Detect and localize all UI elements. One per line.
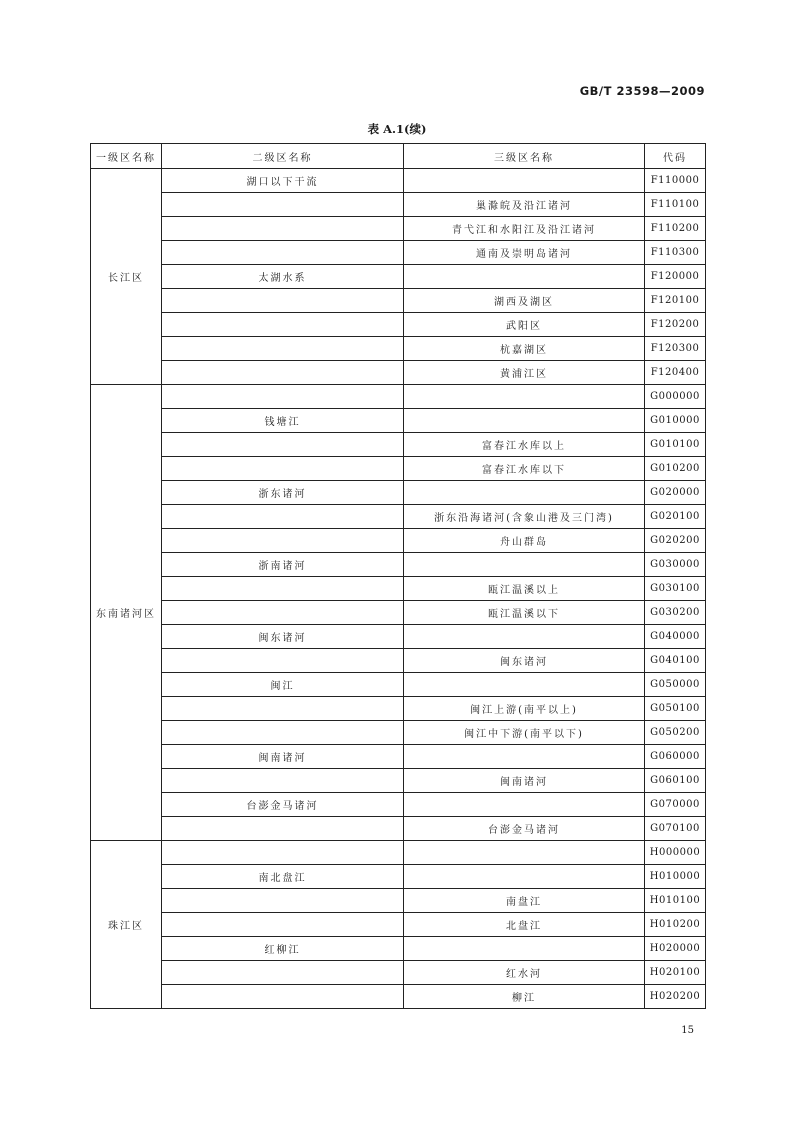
region-code-cell: F110100 [645,193,706,217]
table-row [91,433,706,457]
level2-region-cell [162,961,404,985]
region-code-cell: G010200 [645,457,706,481]
level3-region-cell [404,553,645,577]
level3-region-cell [404,385,645,409]
level2-region-cell [162,457,404,481]
level3-region-cell: 闽江上游(南平以上) [404,697,645,721]
region-code-cell: H010000 [645,865,706,889]
table-row [91,217,706,241]
region-code-cell: H020000 [645,937,706,961]
level2-region-cell: 浙东诸河 [162,481,404,505]
level3-region-cell: 闽南诸河 [404,769,645,793]
level2-region-cell: 湖口以下干流 [162,169,404,193]
page-number: 15 [681,1025,694,1036]
region-code-cell: H000000 [645,841,706,865]
table-row [91,577,706,601]
level3-region-cell: 瓯江温溪以下 [404,601,645,625]
table-row [91,337,706,361]
level2-region-cell [162,817,404,841]
level2-region-cell: 太湖水系 [162,265,404,289]
level3-region-cell: 闽东诸河 [404,649,645,673]
table-row [91,913,706,937]
level1-region-cell: 东南诸河区 [91,385,162,841]
level2-region-cell [162,649,404,673]
level2-region-cell [162,721,404,745]
table-row [91,313,706,337]
standard-code: GB/T 23598—2009 [579,84,705,98]
table-row [91,385,706,409]
table-row [91,553,706,577]
level3-region-cell [404,937,645,961]
level3-region-cell: 南盘江 [404,889,645,913]
level3-region-cell: 红水河 [404,961,645,985]
region-code-cell: F120400 [645,361,706,385]
level2-region-cell [162,769,404,793]
level3-region-cell: 青弋江和水阳江及沿江诸河 [404,217,645,241]
table-row [91,601,706,625]
table-row [91,841,706,865]
level2-region-cell: 台澎金马诸河 [162,793,404,817]
region-code-cell: G040100 [645,649,706,673]
level3-region-cell [404,265,645,289]
table-row [91,721,706,745]
level1-region-cell: 长江区 [91,169,162,385]
level3-region-cell [404,169,645,193]
level3-region-cell [404,841,645,865]
level2-region-cell [162,577,404,601]
table-row [91,649,706,673]
level2-region-cell: 红柳江 [162,937,404,961]
table-row [91,241,706,265]
level3-region-cell: 柳江 [404,985,645,1009]
level3-region-cell: 杭嘉湖区 [404,337,645,361]
level2-region-cell: 浙南诸河 [162,553,404,577]
region-code-cell: G030100 [645,577,706,601]
region-code-cell: G060100 [645,769,706,793]
region-code-cell: F120200 [645,313,706,337]
table-row [91,961,706,985]
level3-region-cell [404,793,645,817]
table-header-row [91,144,706,169]
table-row [91,817,706,841]
level2-region-cell [162,313,404,337]
region-code-cell: H020200 [645,985,706,1009]
column-header-level2: 二级区名称 [162,144,404,169]
level2-region-cell [162,385,404,409]
level2-region-cell: 闽江 [162,673,404,697]
column-header-code: 代码 [645,144,706,169]
table-row [91,697,706,721]
region-code-cell: G060000 [645,745,706,769]
region-code-cell: H010200 [645,913,706,937]
level2-region-cell [162,985,404,1009]
level2-region-cell [162,889,404,913]
level3-region-cell [404,481,645,505]
table-row [91,937,706,961]
table-row [91,505,706,529]
region-code-cell: G030200 [645,601,706,625]
level3-region-cell: 台澎金马诸河 [404,817,645,841]
level3-region-cell: 富春江水库以下 [404,457,645,481]
table-row [91,625,706,649]
level3-region-cell: 富春江水库以上 [404,433,645,457]
level2-region-cell: 闽南诸河 [162,745,404,769]
level2-region-cell: 南北盘江 [162,865,404,889]
table-row [91,193,706,217]
region-code-cell: G050200 [645,721,706,745]
level3-region-cell [404,865,645,889]
level2-region-cell [162,289,404,313]
table-row [91,865,706,889]
region-code-cell: G000000 [645,385,706,409]
level3-region-cell [404,673,645,697]
table-row [91,169,706,193]
level2-region-cell [162,505,404,529]
table-row [91,481,706,505]
level2-region-cell: 闽东诸河 [162,625,404,649]
region-code-cell: H010100 [645,889,706,913]
level2-region-cell [162,217,404,241]
table-row [91,409,706,433]
region-code-cell: F120300 [645,337,706,361]
region-code-cell: G030000 [645,553,706,577]
table-row [91,745,706,769]
region-code-cell: F110200 [645,217,706,241]
table-body [91,169,706,1009]
region-code-cell: G020100 [645,505,706,529]
level3-region-cell: 闽江中下游(南平以下) [404,721,645,745]
level2-region-cell: 钱塘江 [162,409,404,433]
table-row [91,529,706,553]
level3-region-cell: 浙东沿海诸河(含象山港及三门湾) [404,505,645,529]
region-code-cell: G020200 [645,529,706,553]
table-row [91,985,706,1009]
level2-region-cell [162,697,404,721]
region-code-cell: G070000 [645,793,706,817]
region-code-cell: F120000 [645,265,706,289]
table-row [91,889,706,913]
region-code-cell: G010000 [645,409,706,433]
level3-region-cell: 黄浦江区 [404,361,645,385]
table-row [91,361,706,385]
level2-region-cell [162,529,404,553]
level3-region-cell [404,409,645,433]
level2-region-cell [162,433,404,457]
level3-region-cell [404,745,645,769]
level3-region-cell [404,625,645,649]
region-code-cell: H020100 [645,961,706,985]
table-row [91,265,706,289]
table-row [91,793,706,817]
level2-region-cell [162,913,404,937]
region-code-table [90,143,706,1009]
column-header-level3: 三级区名称 [404,144,645,169]
level2-region-cell [162,193,404,217]
region-code-cell: G050000 [645,673,706,697]
level2-region-cell [162,241,404,265]
level3-region-cell: 湖西及湖区 [404,289,645,313]
level2-region-cell [162,601,404,625]
level3-region-cell: 舟山群岛 [404,529,645,553]
region-code-cell: G010100 [645,433,706,457]
region-code-cell: F120100 [645,289,706,313]
level3-region-cell: 武阳区 [404,313,645,337]
column-header-level1: 一级区名称 [91,144,162,169]
table-title: 表 A.1(续) [367,122,427,136]
table-row [91,289,706,313]
region-code-cell: F110300 [645,241,706,265]
level2-region-cell [162,337,404,361]
level2-region-cell [162,361,404,385]
table-row [91,457,706,481]
region-code-cell: G050100 [645,697,706,721]
table-row [91,673,706,697]
level3-region-cell: 瓯江温溪以上 [404,577,645,601]
region-code-cell: G040000 [645,625,706,649]
level2-region-cell [162,841,404,865]
level3-region-cell: 巢滁皖及沿江诸河 [404,193,645,217]
region-code-cell: F110000 [645,169,706,193]
region-code-cell: G020000 [645,481,706,505]
level1-region-cell: 珠江区 [91,841,162,1009]
level3-region-cell: 通南及崇明岛诸河 [404,241,645,265]
level3-region-cell: 北盘江 [404,913,645,937]
table-row [91,769,706,793]
region-code-cell: G070100 [645,817,706,841]
